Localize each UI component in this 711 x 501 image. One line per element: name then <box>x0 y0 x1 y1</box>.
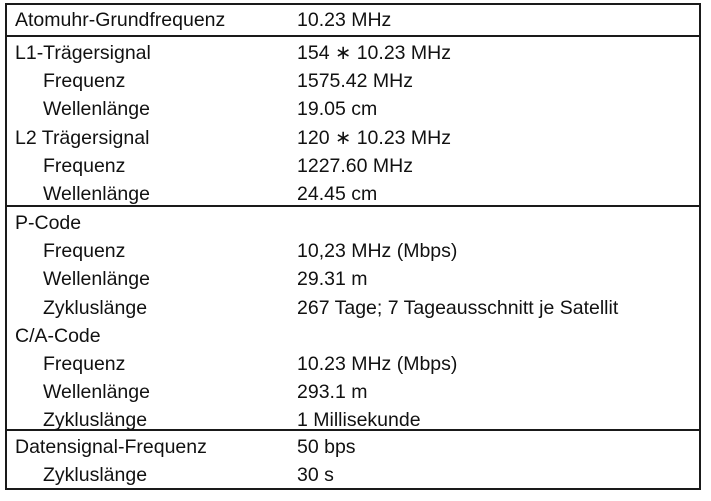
row-label: Zykluslänge <box>43 464 148 487</box>
table-row <box>7 406 699 434</box>
row-label: Atomuhr-Grundfrequenz <box>15 9 226 31</box>
section-codes <box>7 207 699 431</box>
row-label: Frequenz <box>43 240 126 263</box>
table-row <box>7 237 699 265</box>
table-row <box>7 124 699 152</box>
gps-signal-table <box>5 3 701 490</box>
row-label: Wellenlänge <box>43 98 150 121</box>
row-label: L1-Trägersignal <box>15 42 151 64</box>
table-row <box>7 209 699 237</box>
table-row <box>7 39 699 67</box>
row-value: 1 Millisekunde <box>297 409 421 432</box>
row-value: 19.05 cm <box>297 98 378 121</box>
row-value: 1227.60 MHz <box>297 154 413 177</box>
table-row <box>7 180 699 208</box>
table-row <box>7 265 699 293</box>
row-value: 10.23 MHz <box>297 9 392 31</box>
row-label: C/A-Code <box>15 324 101 347</box>
table-row <box>7 378 699 406</box>
table-row <box>7 67 699 95</box>
table-row <box>7 433 699 461</box>
row-value: 10.23 MHz (Mbps) <box>297 352 458 375</box>
table-row <box>7 95 699 123</box>
table-row <box>7 350 699 378</box>
row-label: L2 Trägersignal <box>15 126 150 149</box>
row-value: 10,23 MHz (Mbps) <box>297 240 458 263</box>
row-label: Frequenz <box>43 154 126 177</box>
row-value: 1575.42 MHz <box>297 70 413 93</box>
section-carrier-signals <box>7 37 699 207</box>
table-row <box>7 322 699 350</box>
row-label: Zykluslänge <box>43 296 148 319</box>
row-label: Frequenz <box>43 352 126 375</box>
table-row <box>7 152 699 180</box>
row-label: Frequenz <box>43 70 126 93</box>
row-value: 24.45 cm <box>297 182 378 205</box>
row-value: 120 ∗ 10.23 MHz <box>297 126 452 149</box>
table-row <box>7 5 699 35</box>
row-label: Wellenlänge <box>43 381 150 404</box>
table-row <box>7 294 699 322</box>
row-value: 267 Tage; 7 Tageausschnitt je Satellit <box>297 296 619 319</box>
section-base-frequency <box>7 5 699 37</box>
row-label: Datensignal-Frequenz <box>15 436 207 458</box>
row-value: 293.1 m <box>297 381 368 404</box>
row-value: 30 s <box>297 464 334 487</box>
row-label: Wellenlänge <box>43 182 150 205</box>
row-value: 154 ∗ 10.23 MHz <box>297 42 452 64</box>
row-label: Zykluslänge <box>43 409 148 432</box>
row-value: 50 bps <box>297 436 356 458</box>
row-label: Wellenlänge <box>43 268 150 291</box>
row-label: P-Code <box>15 212 82 234</box>
row-value: 29.31 m <box>297 268 368 291</box>
section-data-signal <box>7 431 699 488</box>
table-row <box>7 461 699 489</box>
